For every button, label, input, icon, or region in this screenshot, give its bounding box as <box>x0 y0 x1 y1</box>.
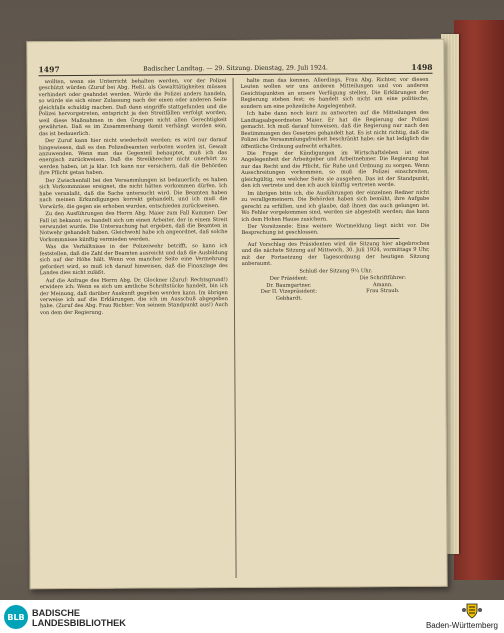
paragraph: wollten, wenn sie Unterricht behalten werden, vor der Polizei geschützt würden (Zuruf bei Abg. Heß), als Gewalttätigkeiten müssen verhindert oder geahndet werden. Würde die Polizei anders handeln, so würde sie sich einer Zulassung nach der einen oder anderen Seite gleichfalls schuldig machen. Daß dann eingriffe stattgefunden und die Polizei hervorgetreten, entspricht ja den Streitfällen verfolgt worden, weil diese Maßnahmen in den Gruppen nicht allen Gerechtigkeit gewährten. Daß es im Zusammenhang damit verhängt worden sein, das ist bedauerlich. <box>38 78 227 137</box>
header-title: Badischer Landtag. — 29. Sitzung. Dienstag, 29. Juli 1924. <box>143 63 328 73</box>
section-divider <box>272 238 400 240</box>
left-column <box>39 78 228 317</box>
column-rule <box>233 78 237 578</box>
page-number-left: 1497 <box>38 65 60 75</box>
running-header <box>38 63 432 76</box>
page-number-right: 1498 <box>411 62 433 72</box>
institution-name[interactable] <box>32 608 126 628</box>
session-end: Schluß der Sitzung 9¼ Uhr. <box>299 267 373 275</box>
paragraph: Die Frage der Kündigungen im Wirtschaftsleben ist eine Angelegenheit der Arbeitgeber und Arbeitnehmer. Die Regierung hat nur das Recht und die Pflicht, für Ruhe und Ordnung zu sorgen. Wenn Ausschreitungen vorkommen, so muß die Polizei einschreiten, gleichgültig, von welcher Seite sie ausgehen. Das ist der Standpunkt, den ich vertrete und den ich auch künftig vertreten werde. <box>241 149 430 190</box>
president-name: Dr. Baumgartner. <box>266 282 312 289</box>
paragraph: halte man das kennen. Allerdings, Frau Abg. Richter, vor diesen Leuten wollen wir uns anderen Mitteilungen und von anderen Gesichtspunkten an unsere Verfügung stellen. Die Erklärungen der Regierung stehen fest; es handelt sich nicht um eine politische, sondern um eine polizeiliche Angelegenheit. <box>240 76 429 110</box>
document-page <box>26 39 447 590</box>
coat-of-arms-icon <box>461 602 483 620</box>
right-column <box>241 77 430 302</box>
paragraph: Der Zuruf kann hier nicht wiederholt werden; es wird nur darauf hingewiesen, daß es den Polizeibeamten verboten worden ist, Gewalt anzuwenden. Wenn man das Gegenteil behauptet, muß ich das energisch zurückweisen. Daß die Streikbrecher nicht unerhört zu werden haben, ist ja klar. Ich kann nur versichern, daß die Behörden ihre Pflicht getan haben. <box>38 137 228 177</box>
vice-president-name: Gebhardt. <box>275 295 303 302</box>
secretaries-title: Die Schriftführer: <box>359 275 407 282</box>
president-title: Der Präsident: <box>269 275 308 282</box>
paragraph: Zu den Ausführungen des Herrn Abg. Maier zum Fall Kummer: Der Fall ist bekannt; es handelt sich um einen Arbeiter, der in einem Streit verwundet wurde. Die Untersuchung hat ergeben, daß die Beamten in Notwehr gehandelt haben. Gleichwohl habe ich angeordnet, daß solche Vorkommnisse künftig vermieden werden. <box>39 210 228 244</box>
book-binding <box>454 20 504 580</box>
secretary-name: Frau Straub. <box>366 288 400 295</box>
institution-line: BADISCHE <box>32 608 80 618</box>
signature-block <box>242 275 430 302</box>
paragraph: Der Zwischenfall bei den Versammlungen ist bedauerlich; es haben sich Vorkommnisse ereignet, die nicht hätten vorkommen dürfen. Ich habe veranlaßt, daß die Sache untersucht wird. Die Beamten haben nach meinen Erkundigungen korrekt gehandelt, und ich muß die Vorwürfe, die gegen sie erhoben wurden, entschieden zurückweisen. <box>39 176 228 210</box>
paragraph: Ich habe dann noch kurz zu antworten auf die Mitteilungen des Landtagsabgeordneten Maier. Er hat die Regierung der Polizei gemacht. Ich muß darauf hinweisen, daß die Regierung nur nach den Bestimmungen des Gesetzes gehandelt hat. Es ist nicht richtig, daß die Polizei die Versammlungsfreiheit beschränkt habe; sie hat lediglich die öffentliche Ordnung aufrecht erhalten. <box>240 110 429 150</box>
paragraph: Was die Verhältnisse in der Polizeiwehr betrifft, so kann ich feststellen, daß die Zahl der Beamten ausreicht und daß die Ausbildung sich auf der Höhe hält. Wenn von mancher Seite eine Vermehrung gefordert wird, so muß ich darauf hinweisen, daß die Finanzlage des Landes dies nicht zuläßt. <box>39 243 228 277</box>
paragraph: Im übrigen bitte ich, die Ausführungen der einzelnen Redner nicht zu verallgemeinern. Die Behörden haben sich bemüht, ihre Aufgabe gerecht zu erfüllen, und ich glaube, daß ihnen das auch gelungen ist. Wo Fehler vorgekommen sind, werden sie abgestellt werden; das kann ich dem Hohen Hause zusichern. <box>241 189 430 223</box>
paragraph: Der Vorsitzende: Eine weitere Wortmeldung liegt nicht vor. Die Besprechung ist geschlossen. <box>241 222 430 237</box>
blb-logo-icon[interactable]: BLB <box>4 605 28 629</box>
partner-label[interactable]: Baden-Württemberg <box>425 621 498 630</box>
vice-president-title: Der II. Vizepräsident: <box>260 288 317 295</box>
paragraph: Auf die Anfrage des Herrn Abg. Dr. Glockner (Zuruf: Rechtsgrund!) erwidere ich: Wenn es sich um amtliche Schriftstücke handelt, bin ich der Meinung, daß darüber Auskunft gegeben werden kann. Im übrigen verweise ich auf die Erklärungen, die ich im Ausschuß abgegeben habe. (Zuruf des Abg. Frau Richter: Von seinem Standpunkt aus!) Auch von dem der Regierung. <box>39 276 228 317</box>
closing-paragraph: Auf Vorschlag des Präsidenten wird die Sitzung hier abgebrochen und die nächste Sitzung auf Mittwoch, 30. Juli 1924, vormittags 9 Uhr, mit der Fortsetzung der Tagesordnung der heutigen Sitzung anberaumt. <box>241 240 430 268</box>
footer-bar <box>0 600 504 633</box>
secretary-name: Amann. <box>372 281 393 288</box>
institution-line: LANDESBIBLIOTHEK <box>32 618 126 628</box>
